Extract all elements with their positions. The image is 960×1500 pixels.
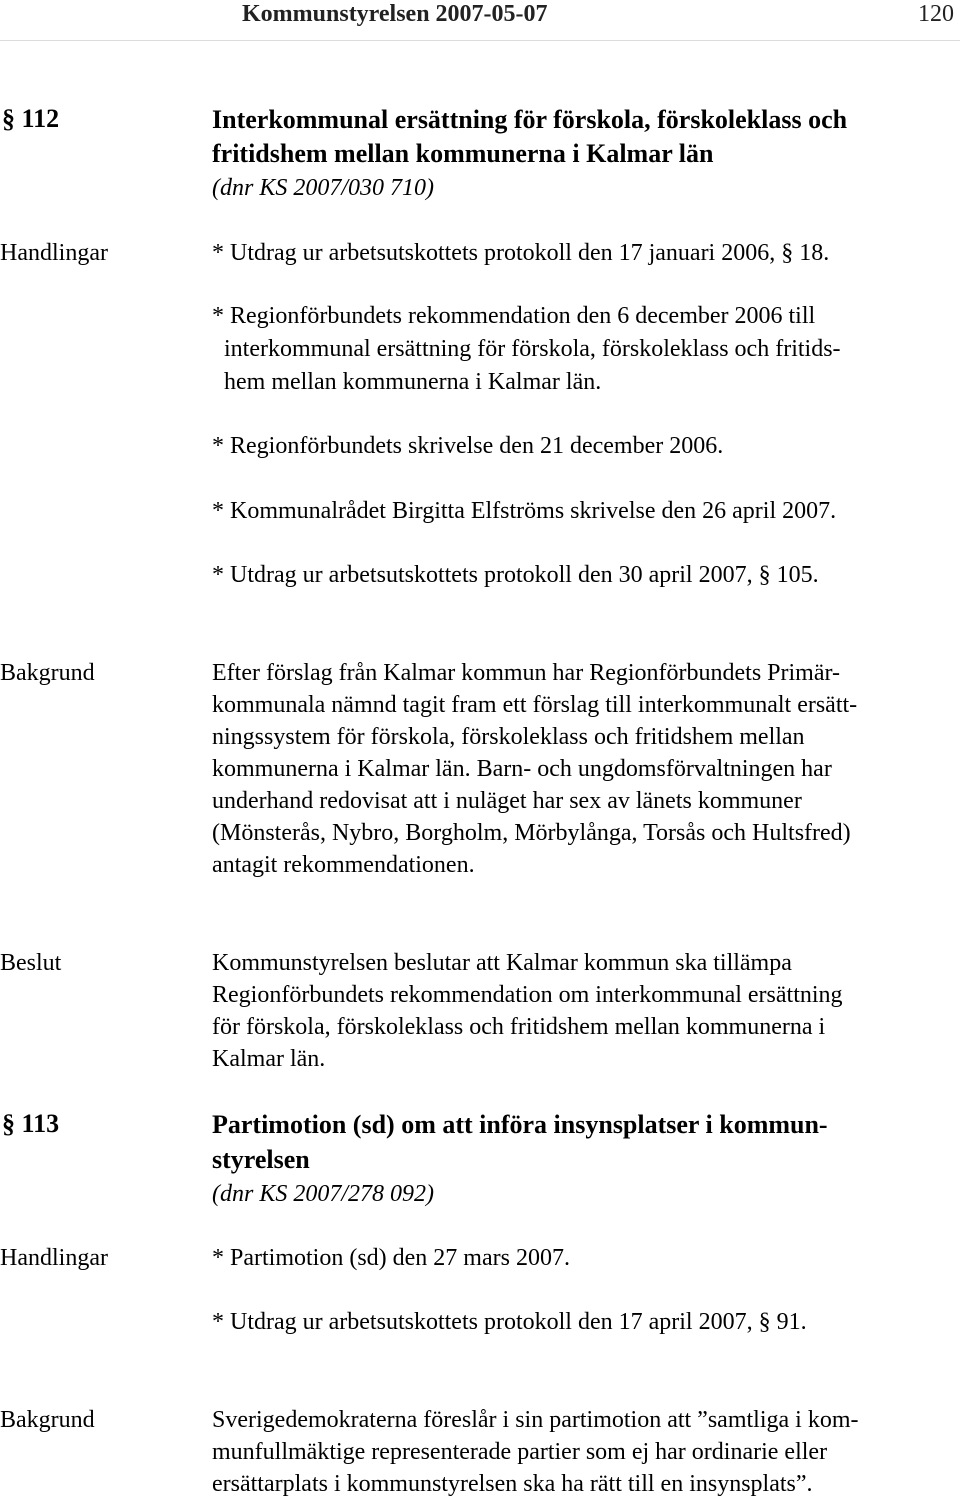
text-line: Sverigedemokraterna föreslår i sin partimotion att ”samtliga i kom-	[212, 1407, 859, 1433]
header-divider	[0, 40, 960, 41]
section-113-bakgrund-text	[212, 1404, 858, 1500]
text-line: ningssystem för förskola, förskoleklass och fritidshem mellan	[212, 724, 805, 750]
text-line: kommunerna i Kalmar län. Barn- och ungdomsförvaltningen har	[212, 756, 832, 782]
section-112-handling-3: * Regionförbundets skrivelse den 21 december 2006.	[212, 433, 724, 459]
section-113-handling-1: * Partimotion (sd) den 27 mars 2007.	[212, 1245, 570, 1271]
text-line: för förskola, förskoleklass och fritidshem mellan kommunerna i	[212, 1014, 826, 1040]
section-112-handlingar-label: Handlingar	[0, 240, 108, 266]
page-number: 120	[918, 1, 954, 27]
text-line: Efter förslag från Kalmar kommun har Regionförbundets Primär-	[212, 660, 840, 686]
section-112-beslut-label: Beslut	[0, 950, 62, 976]
text-line: Kalmar län.	[212, 1046, 326, 1072]
text-line: antagit rekommendationen.	[212, 852, 475, 878]
text-line: munfullmäktige representerade partier som ej har ordinarie eller	[212, 1439, 828, 1465]
text-line: ersättarplats i kommunstyrelsen ska ha rätt till en insynsplats”.	[212, 1471, 813, 1497]
text-line: Kommunstyrelsen beslutar att Kalmar kommun ska tillämpa	[212, 950, 792, 976]
section-112-number: § 112	[2, 104, 60, 133]
section-113-number: § 113	[2, 1109, 60, 1138]
text-line: underhand redovisat att i nuläget har sex av länets kommuner	[212, 788, 802, 814]
section-113-handlingar-label: Handlingar	[0, 1245, 108, 1271]
section-112-dnr: (dnr KS 2007/030 710)	[212, 175, 434, 201]
section-112-handling-2-line-2: interkommunal ersättning för förskola, förskoleklass och fritids-	[212, 336, 841, 362]
section-112-handling-5: * Utdrag ur arbetsutskottets protokoll den 30 april 2007, § 105.	[212, 562, 819, 588]
section-112-beslut-text	[212, 947, 843, 1075]
section-112-title-line-2: fritidshem mellan kommunerna i Kalmar län	[212, 139, 714, 168]
section-112-handling-2-line-3: hem mellan kommunerna i Kalmar län.	[212, 369, 602, 395]
text-line: (Mönsterås, Nybro, Borgholm, Mörbylånga, Torsås och Hultsfred)	[212, 820, 851, 846]
section-112-bakgrund-text	[212, 657, 857, 881]
section-113-bakgrund-label: Bakgrund	[0, 1407, 95, 1433]
section-113-title-line-1: Partimotion (sd) om att införa insynsplatser i kommun-	[212, 1110, 828, 1139]
section-113-handling-2: * Utdrag ur arbetsutskottets protokoll den 17 april 2007, § 91.	[212, 1309, 807, 1335]
section-113-title-line-2: styrelsen	[212, 1145, 310, 1174]
section-112-bakgrund-label: Bakgrund	[0, 660, 95, 686]
text-line: kommunala nämnd tagit fram ett förslag till interkommunalt ersätt-	[212, 692, 858, 718]
section-112-handling-2-line-1: * Regionförbundets rekommendation den 6 december 2006 till	[212, 303, 816, 329]
section-112-handling-4: * Kommunalrådet Birgitta Elfströms skrivelse den 26 april 2007.	[212, 498, 837, 524]
section-112-title-line-1: Interkommunal ersättning för förskola, förskoleklass och	[212, 105, 848, 134]
section-112-handling-1: * Utdrag ur arbetsutskottets protokoll den 17 januari 2006, § 18.	[212, 240, 830, 266]
section-113-dnr: (dnr KS 2007/278 092)	[212, 1181, 434, 1207]
header-title: Kommunstyrelsen 2007-05-07	[242, 1, 548, 27]
text-line: Regionförbundets rekommendation om interkommunal ersättning	[212, 982, 843, 1008]
